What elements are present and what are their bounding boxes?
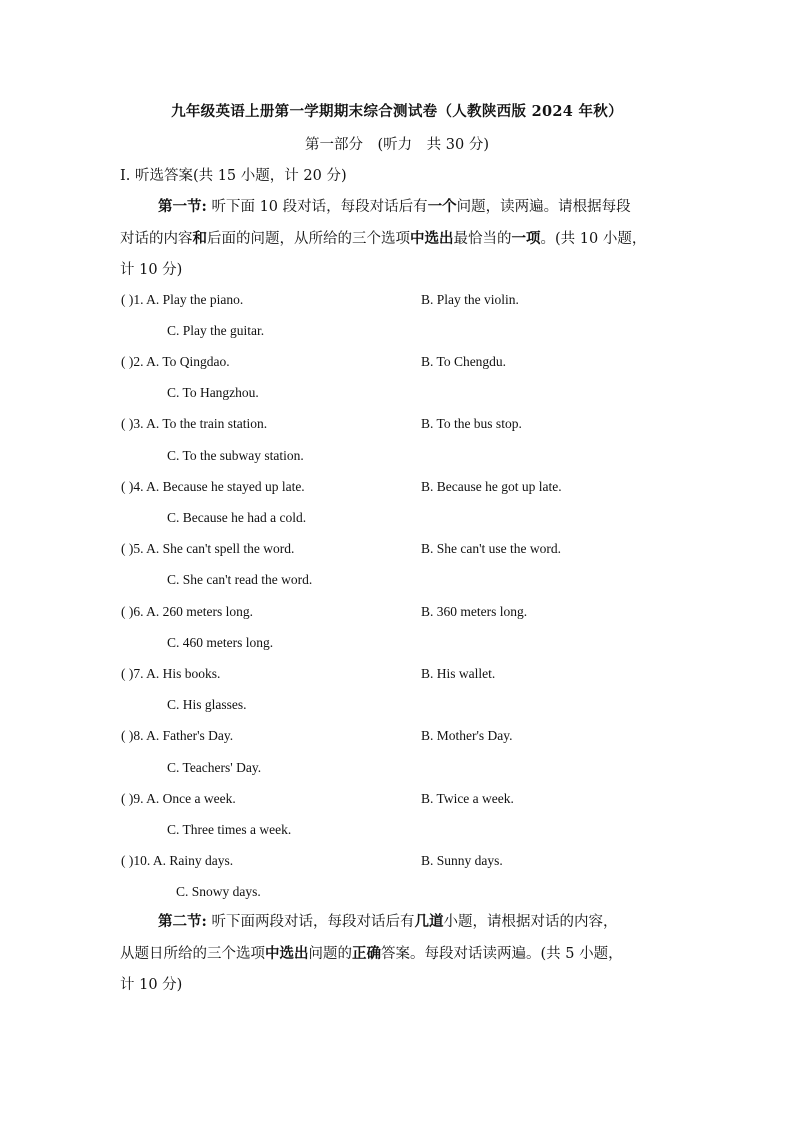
question-option-c: C. Three times a week. <box>167 822 292 837</box>
question-option-a: ( )3. A. To the train station. <box>121 416 268 431</box>
question-option-b: B. Twice a week. <box>421 791 514 806</box>
instr-text: 对话的内容 <box>120 231 193 247</box>
instr-bold: 和 <box>192 230 207 247</box>
instr-text: 后面的问题，从所给的三个选项 <box>207 231 410 247</box>
instr-text: 计 10 分) <box>120 977 183 993</box>
question-option-b: B. To Chengdu. <box>421 354 507 369</box>
question-option-c: C. His glasses. <box>167 697 247 712</box>
question-option-a: ( )7. A. His books. <box>121 666 221 681</box>
instr-bold: 正确 <box>352 945 381 962</box>
section2-instructions <box>120 906 680 1001</box>
section1-instructions <box>120 191 680 286</box>
section-heading: Ⅰ. 听选答案(共 15 小题，计 20 分) <box>120 168 347 184</box>
instr-text: 小题，请根据对话的内容， <box>443 914 618 930</box>
question-option-b: B. Mother's Day. <box>421 728 513 743</box>
question-option-a: ( )2. A. To Qingdao. <box>121 354 230 369</box>
question-option-c: C. Because he had a cold. <box>167 510 307 525</box>
question-option-b: B. Because he got up late. <box>421 479 562 494</box>
question-option-c: C. 460 meters long. <box>167 635 274 650</box>
instr-text: 从题日所给的三个选项 <box>120 946 265 962</box>
instr-bold: 中选出 <box>265 945 309 962</box>
instr-text: 最恰当的 <box>453 231 512 247</box>
part-subtitle: 第一部分 (听力 共 30 分) <box>305 137 489 153</box>
question-option-c: C. Teachers' Day. <box>167 760 262 775</box>
question-option-a: ( )8. A. Father's Day. <box>121 728 234 743</box>
question-option-a: ( )1. A. Play the piano. <box>121 292 244 307</box>
question-option-b: B. His wallet. <box>421 666 496 681</box>
question-option-a: ( )9. A. Once a week. <box>121 791 236 806</box>
question-option-a: ( )4. A. Because he stayed up late. <box>121 479 305 494</box>
question-option-b: B. Play the violin. <box>421 292 519 307</box>
question-option-a: ( )10. A. Rainy days. <box>121 853 234 868</box>
question-option-c: C. To the subway station. <box>167 448 304 463</box>
question-option-c: C. Play the guitar. <box>167 323 265 338</box>
instr-text: 听下面 10 段对话，每段对话后有 <box>206 199 428 215</box>
question-option-b: B. 360 meters long. <box>421 604 528 619</box>
exam-title: 九年级英语上册第一学期期末综合测试卷（人教陕西版 2024 年秋） <box>171 103 623 120</box>
question-option-b: B. To the bus stop. <box>421 416 522 431</box>
question-option-c: C. She can't read the word. <box>167 572 313 587</box>
section2-label: 第二节: <box>158 913 207 930</box>
question-option-c: C. Snowy days. <box>176 884 261 899</box>
instr-bold: 几道 <box>414 913 444 930</box>
instr-text: 计 10 分) <box>120 262 183 278</box>
instr-bold: 中选出 <box>410 230 454 247</box>
question-option-b: B. She can't use the word. <box>421 541 562 556</box>
question-option-a: ( )6. A. 260 meters long. <box>121 604 253 619</box>
instr-text: 听下面两段对话，每段对话后有 <box>206 914 415 930</box>
question-option-c: C. To Hangzhou. <box>167 385 259 400</box>
instr-text: 。(共 10 小题， <box>540 231 647 247</box>
instr-text: 问题的 <box>308 946 352 962</box>
section1-label: 第一节: <box>158 198 207 215</box>
instr-bold: 一项 <box>511 230 541 247</box>
instr-text: 问题，读两遍。请根据每段 <box>456 199 631 215</box>
instr-text: 答案。每段对话读两遍。(共 5 小题， <box>381 946 623 962</box>
instr-bold: 一个 <box>427 198 457 215</box>
question-option-b: B. Sunny days. <box>421 853 503 868</box>
question-option-a: ( )5. A. She can't spell the word. <box>121 541 295 556</box>
